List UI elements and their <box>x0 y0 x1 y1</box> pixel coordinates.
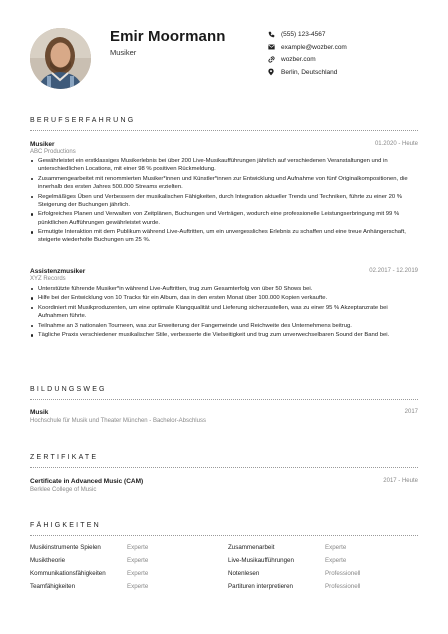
list-item: Erfolgreiches Planen und Verwalten von Zeitplänen, Buchungen und Verträgen, wodurch eine professionelle Leistungserbringung mit 99 % pünktlichen Aufführungen gewährleistet wurde. <box>30 210 418 227</box>
skills-divider <box>30 535 418 536</box>
job-bullets-1 <box>30 157 418 246</box>
link-icon <box>268 56 281 63</box>
skill-name: Partituren interpretieren <box>228 583 294 590</box>
certificates-divider <box>30 467 418 468</box>
skill-level: Professionell <box>325 583 361 590</box>
email-link[interactable]: example@wozber.com <box>281 43 347 51</box>
location-text: Berlin, Deutschland <box>281 68 338 76</box>
contact-list <box>268 28 438 78</box>
certificate-title: Certificate in Advanced Music (CAM) <box>30 478 144 485</box>
skill-name: Live-Musikaufführungen <box>228 557 294 564</box>
skill-level: Experte <box>325 557 347 564</box>
education-school: Hochschule für Musik und Theater München - Bachelor-Abschluss <box>30 418 206 424</box>
skill-name: Notenlesen <box>228 570 260 577</box>
list-item: Gewährleistet ein erstklassiges Musikerlebnis bei über 200 Live-Musikaufführungen jährlich auf verschiedenen Veranstaltungen und in unterschiedlichen Locations, mit einer 98 % positiven Rückmeldung. <box>30 157 418 174</box>
job-title-1: Musiker <box>30 141 55 148</box>
education-divider <box>30 399 418 400</box>
job-title-2: Assistenzmusiker <box>30 268 86 275</box>
list-item: Hilfe bei der Entwicklung von 10 Tracks für ein Album, das in den ersten Monat über 100.000 Kopien verkaufte. <box>30 294 418 302</box>
education-title: Musik <box>30 409 49 416</box>
certificate-issuer: Berklee College of Music <box>30 487 97 493</box>
job-company-2: XYZ Records <box>30 276 66 282</box>
experience-divider <box>30 130 418 131</box>
certificate-date: 2017 - Heute <box>383 478 418 484</box>
education-date: 2017 <box>404 409 418 415</box>
avatar-photo-icon <box>30 28 91 89</box>
skill-level: Experte <box>127 570 149 577</box>
avatar <box>30 28 91 89</box>
contact-location <box>268 66 438 79</box>
skill-level: Experte <box>127 557 149 564</box>
job-date-2: 02.2017 - 12.2019 <box>369 268 418 274</box>
skill-level: Experte <box>325 544 347 551</box>
list-item: Zusammengearbeitet mit renommierten Musiker*innen und Künstler*innen zur Entwicklung und Aufnahme von fünf Originalkompositionen, die innerhalb des ersten Jahres 500.000 Streams erzielten. <box>30 175 418 192</box>
phone-text: (555) 123-4567 <box>281 31 326 38</box>
job-date-1: 01.2020 - Heute <box>374 141 418 147</box>
certificates-heading: ZERTIFIKATE <box>30 454 99 461</box>
skill-name: Musiktheorie <box>30 557 66 564</box>
list-item: Ermutigte Interaktion mit dem Publikum während Live-Auftritten, um ein unvergessliches Erlebnis zu schaffen und eine treue Anhängerschaft, steigerte wiederholte Buchungen um 25 %. <box>30 228 418 245</box>
contact-website[interactable] <box>268 53 438 66</box>
list-item: Teilnahme an 3 nationalen Tourneen, was zur Erweiterung der Fangemeinde und Reichweite des Unternehmens beitrug. <box>30 322 418 330</box>
candidate-title: Musiker <box>110 48 137 57</box>
skill-level: Experte <box>127 583 149 590</box>
education-heading: BILDUNGSWEG <box>30 386 107 393</box>
phone-icon <box>268 31 281 38</box>
skill-name: Kommunikationsfähigkeiten <box>30 570 106 577</box>
contact-email[interactable] <box>268 41 438 54</box>
candidate-name: Emir Moormann <box>110 28 226 45</box>
mail-icon <box>268 44 281 50</box>
location-pin-icon <box>268 68 281 76</box>
list-item: Tägliche Praxis verschiedener musikalischer Stile, verbesserte die Vielseitigkeit und trug zum unverwechselbaren Sound der Band bei. <box>30 331 418 339</box>
skill-name: Musikinstrumente Spielen <box>30 544 101 551</box>
job-bullets-2 <box>30 285 418 341</box>
skill-name: Zusammenarbeit <box>228 544 275 551</box>
list-item: Koordiniert mit Musikproduzenten, um eine optimale Klangqualität und Lieferung sicherzustellen, was zu einer 95 % Akzeptanzrate bei Aufnahmen führte. <box>30 304 418 321</box>
skills-heading: FÄHIGKEITEN <box>30 522 101 529</box>
experience-heading: BERUFSERFAHRUNG <box>30 117 136 124</box>
skill-name: Teamfähigkeiten <box>30 583 76 590</box>
job-company-1: ABC Productions <box>30 149 76 155</box>
skill-level: Professionell <box>325 570 361 577</box>
skill-level: Experte <box>127 544 149 551</box>
contact-phone <box>268 28 438 41</box>
list-item: Regelmäßiges Üben und Verbessern der musikalischen Fähigkeiten, durch Integration aktueller Trends und Techniken, führte zu einer 20 % Steigerung der Buchungen jährlich. <box>30 193 418 210</box>
website-link[interactable]: wozber.com <box>281 56 316 63</box>
list-item: Unterstützte führende Musiker*in während Live-Auftritten, trug zum Gesamterfolg von über 50 Shows bei. <box>30 285 418 293</box>
